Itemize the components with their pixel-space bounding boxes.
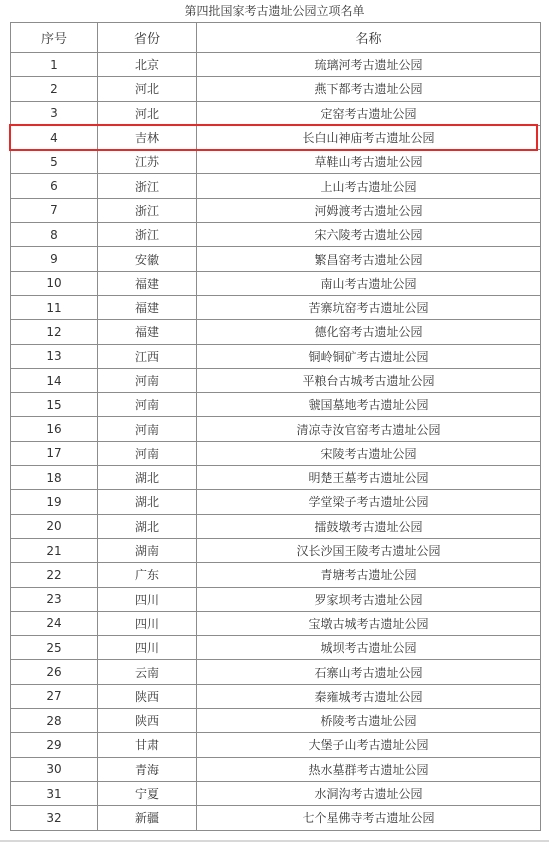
cell-province: 四川: [98, 611, 197, 635]
cell-index: 6: [11, 174, 98, 198]
cell-index: 8: [11, 223, 98, 247]
table-row: [11, 247, 541, 271]
header-index: 序号: [11, 23, 98, 53]
cell-index: 30: [11, 757, 98, 781]
table-row: [11, 563, 541, 587]
cell-name: 清凉寺汝官窑考古遗址公园: [197, 417, 541, 441]
table-row: [11, 781, 541, 805]
cell-name: 热水墓群考古遗址公园: [197, 757, 541, 781]
table-row: [11, 150, 541, 174]
cell-name: 宝墩古城考古遗址公园: [197, 611, 541, 635]
cell-index: 11: [11, 295, 98, 319]
cell-index: 19: [11, 490, 98, 514]
header-name: 名称: [197, 23, 541, 53]
cell-province: 湖北: [98, 514, 197, 538]
cell-name: 繁昌窑考古遗址公园: [197, 247, 541, 271]
cell-name: 学堂梁子考古遗址公园: [197, 490, 541, 514]
cell-province: 宁夏: [98, 781, 197, 805]
cell-name: 石寨山考古遗址公园: [197, 660, 541, 684]
cell-index: 29: [11, 733, 98, 757]
table-body: [11, 53, 541, 831]
cell-name: 虢国墓地考古遗址公园: [197, 393, 541, 417]
cell-index: 12: [11, 320, 98, 344]
cell-index: 17: [11, 441, 98, 465]
cell-index: 26: [11, 660, 98, 684]
cell-province: 安徽: [98, 247, 197, 271]
cell-province: 福建: [98, 271, 197, 295]
cell-index: 1: [11, 53, 98, 77]
cell-province: 浙江: [98, 223, 197, 247]
cell-index: 4: [11, 125, 98, 149]
table-row: [11, 806, 541, 830]
cell-name: 宋陵考古遗址公园: [197, 441, 541, 465]
cell-province: 江苏: [98, 150, 197, 174]
cell-name: 罗家坝考古遗址公园: [197, 587, 541, 611]
cell-name: 燕下都考古遗址公园: [197, 77, 541, 101]
cell-province: 湖北: [98, 466, 197, 490]
cell-province: 河北: [98, 101, 197, 125]
cell-index: 23: [11, 587, 98, 611]
cell-province: 河南: [98, 393, 197, 417]
table-row: [11, 198, 541, 222]
cell-index: 28: [11, 709, 98, 733]
table-row: [11, 77, 541, 101]
table-row: [11, 709, 541, 733]
table-row: [11, 320, 541, 344]
cell-index: 13: [11, 344, 98, 368]
table-row: [11, 271, 541, 295]
cell-name: 长白山神庙考古遗址公园: [197, 125, 541, 149]
cell-name: 河姆渡考古遗址公园: [197, 198, 541, 222]
cell-province: 河南: [98, 368, 197, 392]
cell-province: 河南: [98, 441, 197, 465]
bottom-divider: [0, 840, 549, 842]
cell-name: 南山考古遗址公园: [197, 271, 541, 295]
table-row: [11, 636, 541, 660]
cell-province: 北京: [98, 53, 197, 77]
cell-index: 27: [11, 684, 98, 708]
cell-province: 四川: [98, 636, 197, 660]
cell-province: 广东: [98, 563, 197, 587]
table-row: [11, 125, 541, 149]
cell-name: 桥陵考古遗址公园: [197, 709, 541, 733]
cell-name: 明楚王墓考古遗址公园: [197, 466, 541, 490]
cell-name: 秦雍城考古遗址公园: [197, 684, 541, 708]
cell-name: 大堡子山考古遗址公园: [197, 733, 541, 757]
table-row: [11, 611, 541, 635]
cell-name: 汉长沙国王陵考古遗址公园: [197, 538, 541, 562]
cell-index: 3: [11, 101, 98, 125]
table-row: [11, 684, 541, 708]
cell-index: 2: [11, 77, 98, 101]
cell-province: 河南: [98, 417, 197, 441]
table-row: [11, 490, 541, 514]
cell-name: 苦寨坑窑考古遗址公园: [197, 295, 541, 319]
cell-index: 16: [11, 417, 98, 441]
table-row: [11, 733, 541, 757]
table-row: [11, 223, 541, 247]
table-row: [11, 757, 541, 781]
table-row: [11, 538, 541, 562]
cell-province: 福建: [98, 295, 197, 319]
table-row: [11, 174, 541, 198]
cell-province: 河北: [98, 77, 197, 101]
cell-province: 江西: [98, 344, 197, 368]
header-row: [11, 23, 541, 53]
parks-table: [10, 22, 541, 831]
cell-index: 7: [11, 198, 98, 222]
cell-index: 21: [11, 538, 98, 562]
cell-index: 10: [11, 271, 98, 295]
cell-name: 德化窑考古遗址公园: [197, 320, 541, 344]
table-row: [11, 344, 541, 368]
table-row: [11, 393, 541, 417]
document-title: 第四批国家考古遗址公园立项名单: [184, 4, 365, 18]
cell-name: 城坝考古遗址公园: [197, 636, 541, 660]
header-province: 省份: [98, 23, 197, 53]
table-row: [11, 514, 541, 538]
cell-name: 擂鼓墩考古遗址公园: [197, 514, 541, 538]
table-row: [11, 660, 541, 684]
table-row: [11, 587, 541, 611]
cell-province: 新疆: [98, 806, 197, 830]
cell-province: 湖北: [98, 490, 197, 514]
cell-province: 云南: [98, 660, 197, 684]
table-row: [11, 441, 541, 465]
cell-index: 20: [11, 514, 98, 538]
cell-province: 陕西: [98, 684, 197, 708]
cell-province: 甘肃: [98, 733, 197, 757]
cell-name: 草鞋山考古遗址公园: [197, 150, 541, 174]
cell-province: 浙江: [98, 198, 197, 222]
cell-index: 22: [11, 563, 98, 587]
cell-name: 水洞沟考古遗址公园: [197, 781, 541, 805]
cell-name: 琉璃河考古遗址公园: [197, 53, 541, 77]
cell-name: 定窑考古遗址公园: [197, 101, 541, 125]
cell-index: 15: [11, 393, 98, 417]
cell-province: 陕西: [98, 709, 197, 733]
table-row: [11, 368, 541, 392]
cell-index: 31: [11, 781, 98, 805]
cell-name: 宋六陵考古遗址公园: [197, 223, 541, 247]
cell-province: 四川: [98, 587, 197, 611]
cell-province: 吉林: [98, 125, 197, 149]
cell-name: 平粮台古城考古遗址公园: [197, 368, 541, 392]
cell-province: 湖南: [98, 538, 197, 562]
cell-index: 32: [11, 806, 98, 830]
cell-index: 18: [11, 466, 98, 490]
cell-name: 青塘考古遗址公园: [197, 563, 541, 587]
cell-province: 浙江: [98, 174, 197, 198]
cell-name: 上山考古遗址公园: [197, 174, 541, 198]
cell-name: 铜岭铜矿考古遗址公园: [197, 344, 541, 368]
cell-province: 福建: [98, 320, 197, 344]
cell-index: 14: [11, 368, 98, 392]
cell-index: 9: [11, 247, 98, 271]
table-row: [11, 101, 541, 125]
cell-index: 5: [11, 150, 98, 174]
cell-index: 25: [11, 636, 98, 660]
cell-index: 24: [11, 611, 98, 635]
cell-province: 青海: [98, 757, 197, 781]
table-row: [11, 417, 541, 441]
cell-name: 七个星佛寺考古遗址公园: [197, 806, 541, 830]
table-row: [11, 295, 541, 319]
table-row: [11, 53, 541, 77]
table-row: [11, 466, 541, 490]
